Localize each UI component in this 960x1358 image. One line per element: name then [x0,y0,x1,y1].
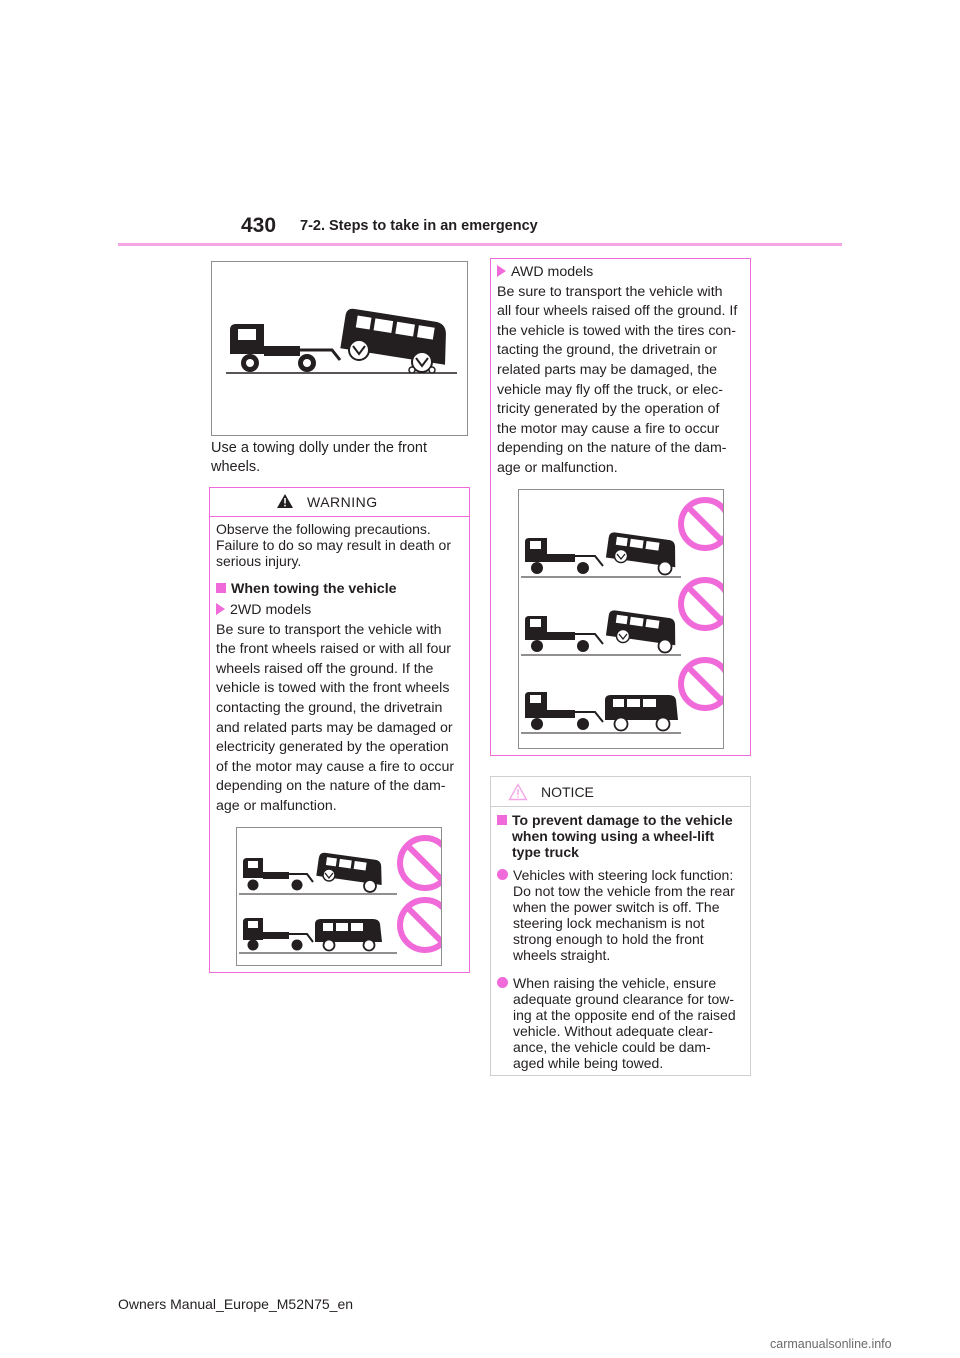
awd-body-9: depending on the nature of the dam- [497,440,727,457]
warning-body-8: of the motor may cause a fire to occur [216,758,455,775]
awd-body-2: all four wheels raised off the ground. If [497,303,738,320]
notice-bullet-2-line-3: ing at the opposite end of the raised [513,1007,736,1023]
awd-body-8: the motor may cause a fire to occur [497,420,720,437]
awd-body-10: age or malfunction. [497,459,618,476]
notice-bullet-2-line-4: vehicle. Without adequate clear- [513,1023,713,1039]
warning-triangle-icon [276,493,294,509]
notice-bullet-2-line-1: When raising the vehicle, ensure [497,975,749,991]
notice-bullet-2-line-2: adequate ground clearance for tow- [513,991,735,1007]
watermark: carmanualsonline.info [770,1337,892,1351]
notice-bullet-1-line-3: when the power switch is off. The [513,899,720,915]
warning-body-10: age or malfunction. [216,797,337,814]
dot-bullet-icon [497,977,508,988]
notice-box [490,776,751,1076]
notice-subheading-2: when towing using a wheel-lift [512,828,715,844]
awd-body-6: vehicle may fly off the truck, or elec- [497,381,724,398]
warning-body-6: and related parts may be damaged or [216,719,453,736]
warning-intro-3: serious injury. [216,553,302,569]
notice-bullet-1-line-4: steering lock mechanism is not [513,915,705,931]
tow-truck-dolly-icon [212,262,467,435]
towing-dolly-illustration [211,261,468,436]
dolly-caption: Use a towing dolly under the front wheels. [211,440,428,475]
awd-body-5: related parts may be damaged, the [497,361,718,378]
warning-intro-1: Observe the following precautions. [216,521,431,537]
notice-subheading-1: To prevent damage to the vehicle [497,812,749,828]
warning-header [210,488,469,517]
notice-bullet-2-line-5: ance, the vehicle could be dam- [513,1039,711,1055]
warning-body-4: vehicle is towed with the front wheels [216,680,450,697]
warning-box [209,487,470,973]
square-bullet-icon [216,583,226,593]
model-2wd: 2WD models [216,601,466,621]
notice-bullet-1-line-5: strong enough to hold the front [513,931,704,947]
page-number: 430 [241,214,277,237]
warning-subheading: When towing the vehicle [216,581,466,597]
warning-body-2: the front wheels raised or with all four [216,641,451,658]
square-bullet-icon [497,815,507,825]
notice-subheading-3: type truck [512,844,579,860]
notice-header [491,777,750,807]
prohibited-2wd-illustration [236,827,442,966]
warning-body-3: wheels raised off the ground. If the [216,660,434,677]
warning-body-9: depending on the nature of the dam- [216,778,446,795]
warning-title: WARNING [307,494,378,510]
notice-title: NOTICE [541,784,594,800]
prohibited-awd-illustration [518,489,724,749]
model-awd: AWD models [497,263,747,283]
awd-body-1: Be sure to transport the vehicle with [497,283,723,300]
prohibition-icon [400,838,441,888]
caution-triangle-icon [508,783,528,801]
document-id: Owners Manual_Europe_M52N75_en [118,1296,354,1312]
awd-body-7: tricity generated by the operation of [497,401,720,418]
section-title: 7-2. Steps to take in an emergency [300,218,538,234]
header-rule [118,243,842,246]
prohibition-icon [400,900,441,950]
notice-bullet-1-line-1: Vehicles with steering lock function: [497,867,749,883]
warning-body-5: contacting the ground, the drivetrain [216,699,443,716]
dot-bullet-icon [497,869,508,880]
triangle-bullet-icon [497,265,506,277]
notice-bullet-1-line-6: wheels straight. [513,947,611,963]
triangle-bullet-icon [216,603,225,615]
warning-body-1: Be sure to transport the vehicle with [216,621,442,638]
awd-body-3: the vehicle is towed with the tires con- [497,322,736,339]
awd-body-4: tacting the ground, the drivetrain or [497,342,718,359]
notice-bullet-2-line-6: aged while being towed. [513,1055,664,1071]
awd-warning-box [490,258,751,756]
notice-bullet-1-line-2: Do not tow the vehicle from the rear [513,883,735,899]
warning-body-7: electricity generated by the operation [216,739,449,756]
warning-intro-2: Failure to do so may result in death or [216,537,452,553]
